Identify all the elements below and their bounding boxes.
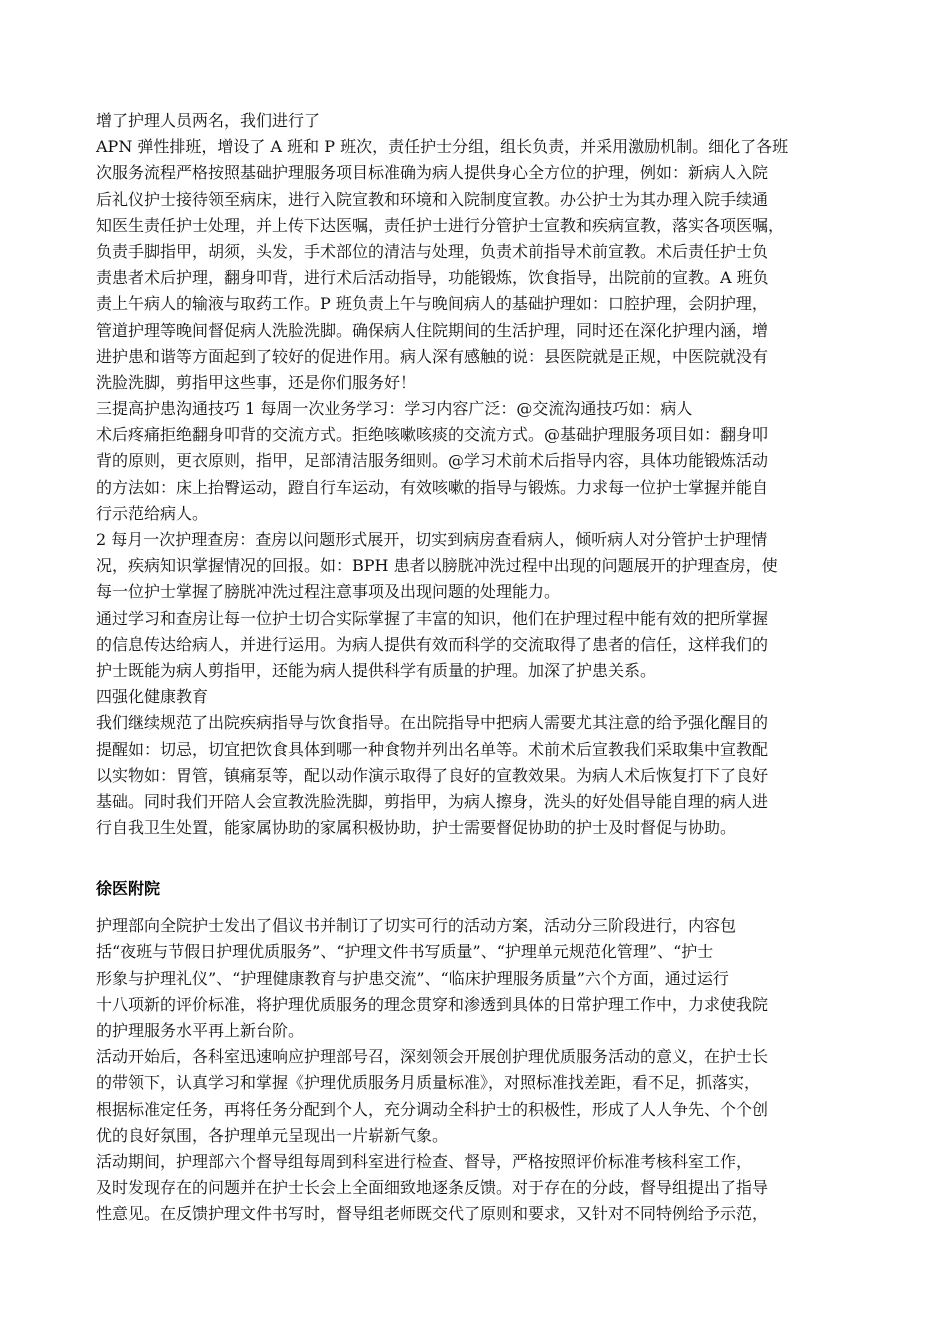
text-line: APN 弹性排班，增设了 A 班和 P 班次，责任护士分组，组长负责，并采用激励机制。细化了各班 [96,137,789,157]
text-line: 行自我卫生处置，能家属协助的家属积极协助，护士需要督促协助的护士及时督促与协助。 [96,818,737,838]
text-line: 术后疼痛拒绝翻身叩背的交流方式。拒绝咳嗽咳痰的交流方式。@基础护理服务项目如：翻身叩 [96,425,769,445]
body-text-block-2 [96,913,826,1227]
subheading-health-education: 四强化健康教育 [96,687,209,707]
text-line: 每一位护士掌握了膀胱冲洗过程注意事项及出现问题的处理能力。 [96,582,561,602]
document-page [96,108,826,1228]
text-line: 管道护理等晚间督促病人洗脸洗脚。确保病人住院期间的生活护理，同时还在深化护理内涵，增 [96,320,769,340]
text-line: 护士既能为病人剪指甲，还能为病人提供科学有质量的护理。加深了护患关系。 [96,660,657,680]
text-line: 2 每月一次护理查房：查房以问题形式展开，切实到病房查看病人，倾听病人对分管护士护理情 [96,530,768,549]
text-line: 后礼仪护士接待领至病床，进行入院宣教和环境和入院制度宣教。办公护士为其办理入院手续通 [96,189,769,209]
text-line: 及时发现存在的问题并在护士长会上全面细致地逐条反馈。对于存在的分歧，督导组提出了指导 [96,1178,769,1198]
text-line: 况，疾病知识掌握情况的回报。如：BPH 患者以膀胱冲洗过程中出现的问题展开的护理查房，使 [96,556,778,576]
text-line: 负责手脚指甲，胡须，头发，手术部位的清洁与处理，负责术前指导术前宣教。术后责任护士负 [96,241,769,261]
text-line: 形象与护理礼仪”、“护理健康教育与护患交流”、“临床护理服务质量”六个方面，通过运行 [96,968,729,988]
text-line: 责上午病人的输液与取药工作。P 班负责上午与晚间病人的基础护理如：口腔护理，会阴护理， [96,294,768,314]
text-line: 十八项新的评价标准，将护理优质服务的理念贯穿和渗透到具体的日常护理工作中，力求使我院 [96,994,769,1014]
text-line: 性意见。在反馈护理文件书写时，督导组老师既交代了原则和要求，又针对不同特例给予示范， [96,1204,769,1224]
text-line: 背的原则，更衣原则，指甲，足部清洁服务细则。@学习术前术后指导内容，具体功能锻炼活动 [96,451,769,471]
text-line: 进护患和谐等方面起到了较好的促进作用。病人深有感触的说：县医院就是正规，中医院就没有 [96,346,769,366]
text-line: 根据标准定任务，再将任务分配到个人，充分调动全科护士的积极性，形成了人人争先、个个创 [96,1099,769,1119]
text-line: 我们继续规范了出院疾病指导与饮食指导。在出院指导中把病人需要尤其注意的给予强化醒目的 [96,713,769,733]
text-line: 的信息传达给病人，并进行运用。为病人提供有效而科学的交流取得了患者的信任，这样我们的 [96,634,769,654]
body-text-block-1 [96,108,826,841]
text-line: 的方法如：床上抬臀运动，蹬自行车运动，有效咳嗽的指导与锻炼。力求每一位护士掌握并能自 [96,477,769,497]
text-line: 活动开始后，各科室迅速响应护理部号召，深刻领会开展创护理优质服务活动的意义，在护士长 [96,1047,769,1067]
text-line: 通过学习和查房让每一位护士切合实际掌握了丰富的知识，他们在护理过程中能有效的把所掌握 [96,608,769,628]
text-line: 知医生责任护士处理，并上传下达医嘱，责任护士进行分管护士宣教和疾病宣教，落实各项医嘱， [96,215,785,235]
text-line: 基础。同时我们开陪人会宣教洗脸洗脚，剪指甲，为病人擦身，洗头的好处倡导能自理的病人进 [96,791,769,811]
text-line: 增了护理人员两名，我们进行了 [96,111,321,130]
text-line: 括“夜班与节假日护理优质服务”、“护理文件书写质量”、“护理单元规范化管理”、“护士 [96,942,714,962]
text-line: 行示范给病人。 [96,503,209,523]
text-line: 提醒如：切忌，切宜把饮食具体到哪一种食物并列出名单等。术前术后宣教我们采取集中宣教配 [96,739,769,759]
text-line: 三提高护患沟通技巧 1 每周一次业务学习：学习内容广泛：@交流沟通技巧如：病人 [96,399,693,419]
text-line: 以实物如：胃管，镇痛泵等，配以动作演示取得了良好的宣教效果。为病人术后恢复打下了良好 [96,765,769,785]
section-spacer [96,841,826,869]
text-line: 次服务流程严格按照基础护理服务项目标准确为病人提供身心全方位的护理，例如：新病人入院 [96,163,769,183]
text-line: 活动期间，护理部六个督导组每周到科室进行检查、督导，严格按照评价标准考核科室工作， [96,1151,753,1171]
text-line: 洗脸洗脚，剪指甲这些事，还是你们服务好！ [96,372,417,392]
text-line: 的带领下，认真学习和掌握《护理优质服务月质量标准》，对照标准找差距，看不足，抓落实， [96,1073,761,1093]
section-heading: 徐医附院 [96,879,161,899]
text-line: 护理部向全院护士发出了倡议书并制订了切实可行的活动方案，活动分三阶段进行，内容包 [96,916,737,936]
text-line: 优的良好氛围，各护理单元呈现出一片崭新气象。 [96,1125,449,1145]
text-line: 的护理服务水平再上新台阶。 [96,1021,305,1040]
text-line: 责患者术后护理，翻身叩背，进行术后活动指导，功能锻炼，饮食指导，出院前的宣教。A 班负 [96,268,769,288]
